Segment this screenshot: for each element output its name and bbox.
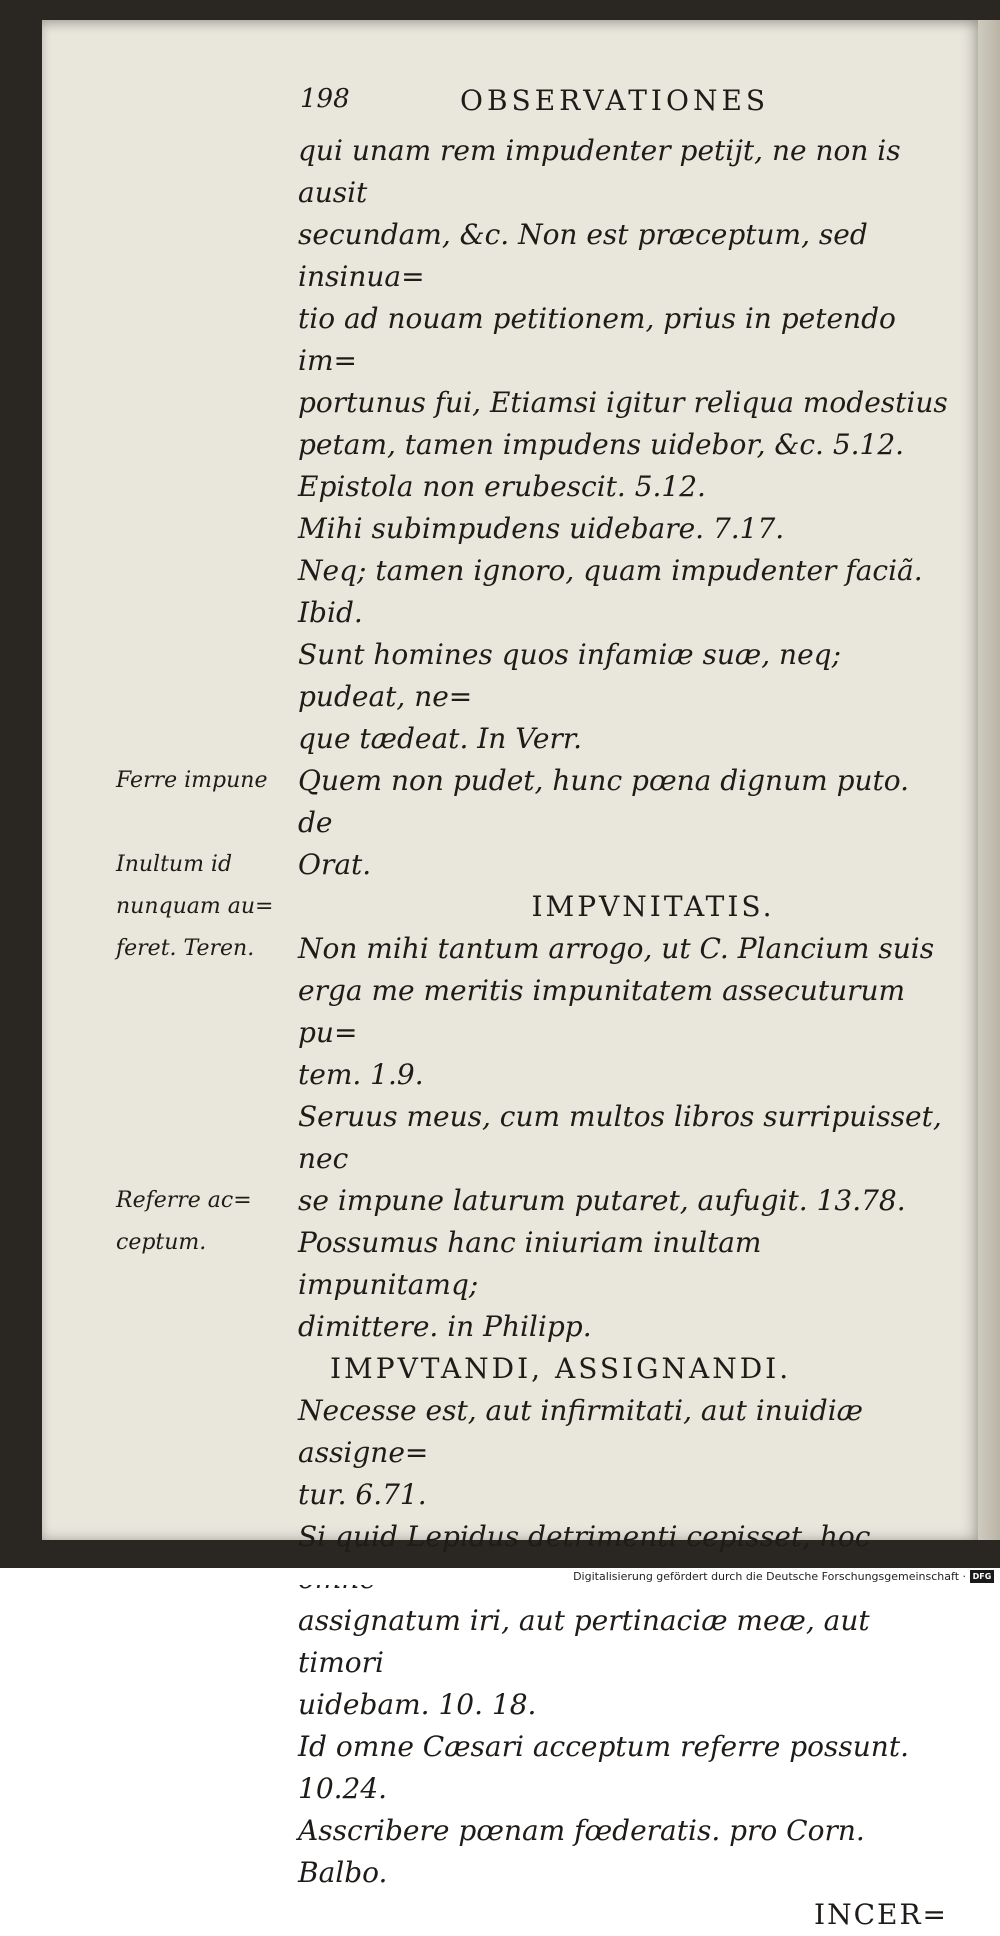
section-heading: IMPVTANDI, ASSIGNANDI. [330, 1352, 792, 1385]
funding-credit: Digitalisierung gefördert durch die Deutsche Forschungsgemeinschaft · [573, 1570, 966, 1583]
text-line: Quem non pudet, hunc pœna dignum puto. de [298, 764, 910, 839]
margin-note-line: Referre ac= [116, 1188, 252, 1213]
text-line: assignatum iri, aut pertinaciæ meæ, aut timori [298, 1604, 870, 1679]
text-line: secundam, &c. Non est præceptum, sed insinua= [298, 218, 868, 293]
text-line: tio ad nouam petitionem, prius in petendo im= [298, 302, 896, 377]
margin-note-line: nunquam au= [116, 894, 274, 919]
text-line: qui unam rem impudenter petijt, ne non is ausit [298, 134, 901, 209]
text-line: se impune laturum putaret, aufugit. 13.78. [298, 1184, 906, 1217]
text-line: petam, tamen impudens uidebor, &c. 5.12. [298, 428, 905, 461]
margin-note [116, 1180, 286, 1264]
margin-note-line: Inultum id [116, 852, 233, 877]
margin-note-line: Ferre impune [116, 768, 268, 793]
text-line: Orat. [298, 848, 372, 881]
text-line: dimittere. in Philipp. [298, 1310, 592, 1343]
text-line: Non mihi tantum arrogo, ut C. Plancium suis [298, 932, 935, 965]
text-line: Mihi subimpudens uidebare. 7.17. [298, 512, 785, 545]
margin-note [116, 844, 286, 970]
text-line: Si quid Lepidus detrimenti cepisset, hoc [298, 1520, 871, 1553]
running-title: OBSERVATIONES [460, 84, 770, 117]
margin-note-line: ceptum. [116, 1230, 207, 1255]
facing-page-edge [978, 20, 1000, 1540]
margin-note [116, 760, 286, 802]
text-line: Necesse est, aut infirmitati, aut inuidiæ assigne= [298, 1394, 863, 1469]
text-line: Asscribere pœnam fœderatis. pro Corn. Balbo. [298, 1814, 865, 1889]
text-line: Id omne Cæsari acceptum referre possunt. 10.24. [298, 1730, 909, 1805]
text-line: Possumus hanc iniuriam inultam impunitamq; [298, 1226, 762, 1301]
dfg-logo: DFG [970, 1570, 994, 1583]
footer-bar [0, 1568, 1000, 1585]
text-line: tem. 1.9. [298, 1058, 424, 1091]
text-line: Seruus meus, cum multos libros surripuisset, nec [298, 1100, 942, 1175]
section-heading: IMPVNITATIS. [531, 890, 775, 923]
text-line: tur. 6.71. [298, 1478, 427, 1511]
text-column [298, 130, 948, 1936]
text-line: Epistola non erubescit. 5.12. [298, 470, 706, 503]
text-line: Sunt homines quos infamiæ suæ, neq; pudeat, ne= [298, 638, 842, 713]
folio-number: 198 [300, 84, 350, 114]
catchword: INCER= [814, 1898, 948, 1931]
text-line: erga me meritis impunitatem assecuturum pu= [298, 974, 906, 1049]
text-line: uidebam. 10. 18. [298, 1688, 537, 1721]
text-line: portunus fui, Etiamsi igitur reliqua modestius [298, 386, 948, 419]
page-header [300, 84, 840, 124]
text-line: que tædeat. In Verr. [298, 722, 583, 755]
margin-note-line: feret. Teren. [116, 936, 255, 961]
text-line: Neq; tamen ignoro, quam impudenter faciã. Ibid. [298, 554, 923, 629]
